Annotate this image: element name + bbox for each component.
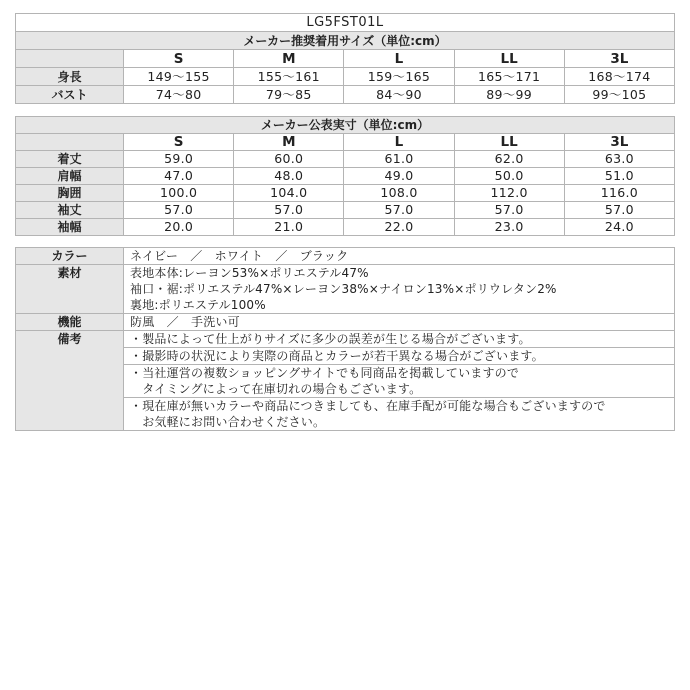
function-value: 防風 ／ 手洗い可 bbox=[124, 314, 675, 331]
size-header-l: L bbox=[344, 134, 454, 151]
cell: 21.0 bbox=[234, 219, 344, 236]
note-line: お気軽にお問い合わせください。 bbox=[130, 415, 326, 429]
cell: 60.0 bbox=[234, 151, 344, 168]
cell: 89～99 bbox=[454, 86, 564, 104]
cell: 49.0 bbox=[344, 168, 454, 185]
notes-label: 備考 bbox=[16, 331, 124, 431]
row-label-chest: 胸囲 bbox=[16, 185, 124, 202]
table-row bbox=[16, 68, 675, 86]
size-header-ll: LL bbox=[454, 50, 564, 68]
function-label: 機能 bbox=[16, 314, 124, 331]
size-header-blank bbox=[16, 134, 124, 151]
size-header-3l: 3L bbox=[564, 134, 674, 151]
actual-size-title: メーカー公表実寸（単位:cm） bbox=[16, 117, 675, 134]
cell: 57.0 bbox=[564, 202, 674, 219]
cell: 100.0 bbox=[124, 185, 234, 202]
size-header-s: S bbox=[124, 134, 234, 151]
material-line: 袖口・裾:ポリエステル47%×レーヨン38%×ナイロン13%×ポリウレタン2% bbox=[130, 282, 557, 296]
note-item bbox=[124, 331, 675, 348]
cell: 47.0 bbox=[124, 168, 234, 185]
note-line: ・撮影時の状況により実際の商品とカラーが若干異なる場合がございます。 bbox=[130, 349, 544, 363]
row-label-shoulder: 肩幅 bbox=[16, 168, 124, 185]
cell: 61.0 bbox=[344, 151, 454, 168]
cell: 24.0 bbox=[564, 219, 674, 236]
material-label: 素材 bbox=[16, 265, 124, 314]
cell: 20.0 bbox=[124, 219, 234, 236]
size-header-blank bbox=[16, 50, 124, 68]
note-item bbox=[124, 365, 675, 398]
cell: 51.0 bbox=[564, 168, 674, 185]
size-header-l: L bbox=[344, 50, 454, 68]
note-line: ・現在庫が無いカラーや商品につきましても、在庫手配が可能な場合もございますので bbox=[130, 399, 606, 413]
note-line: ・当社運営の複数ショッピングサイトでも同商品を掲載していますので bbox=[130, 366, 520, 380]
cell: 108.0 bbox=[344, 185, 454, 202]
table-row bbox=[16, 265, 675, 314]
row-label-sleeve-width: 袖幅 bbox=[16, 219, 124, 236]
cell: 104.0 bbox=[234, 185, 344, 202]
note-item bbox=[124, 398, 675, 431]
cell: 62.0 bbox=[454, 151, 564, 168]
material-value bbox=[124, 265, 675, 314]
size-header-m: M bbox=[234, 134, 344, 151]
note-line: タイミングによって在庫切れの場合もございます。 bbox=[130, 382, 422, 396]
product-code: LG5FST01L bbox=[16, 14, 675, 32]
cell: 149～155 bbox=[124, 68, 234, 86]
table-row bbox=[16, 202, 675, 219]
material-line: 表地本体:レーヨン53%×ポリエステル47% bbox=[130, 266, 369, 280]
cell: 59.0 bbox=[124, 151, 234, 168]
row-label-height: 身長 bbox=[16, 68, 124, 86]
table-row bbox=[16, 314, 675, 331]
table-row bbox=[16, 219, 675, 236]
table-row bbox=[16, 248, 675, 265]
color-label: カラー bbox=[16, 248, 124, 265]
actual-size-table bbox=[15, 116, 675, 236]
cell: 155～161 bbox=[234, 68, 344, 86]
material-line: 裏地:ポリエステル100% bbox=[130, 298, 266, 312]
recommended-size-table bbox=[15, 13, 675, 104]
cell: 57.0 bbox=[124, 202, 234, 219]
cell: 50.0 bbox=[454, 168, 564, 185]
cell: 74～80 bbox=[124, 86, 234, 104]
cell: 23.0 bbox=[454, 219, 564, 236]
cell: 57.0 bbox=[454, 202, 564, 219]
table-row bbox=[16, 331, 675, 348]
row-label-length: 着丈 bbox=[16, 151, 124, 168]
table-row bbox=[16, 185, 675, 202]
size-header-3l: 3L bbox=[564, 50, 674, 68]
table-row bbox=[16, 151, 675, 168]
cell: 84～90 bbox=[344, 86, 454, 104]
cell: 79～85 bbox=[234, 86, 344, 104]
cell: 112.0 bbox=[454, 185, 564, 202]
cell: 57.0 bbox=[234, 202, 344, 219]
cell: 116.0 bbox=[564, 185, 674, 202]
note-line: ・製品によって仕上がりサイズに多少の誤差が生じる場合がございます。 bbox=[130, 332, 531, 346]
cell: 48.0 bbox=[234, 168, 344, 185]
table-row bbox=[16, 168, 675, 185]
note-item bbox=[124, 348, 675, 365]
row-label-bust: バスト bbox=[16, 86, 124, 104]
recommended-size-title: メーカー推奨着用サイズ（単位:cm） bbox=[16, 32, 675, 50]
cell: 57.0 bbox=[344, 202, 454, 219]
size-header-m: M bbox=[234, 50, 344, 68]
size-header-s: S bbox=[124, 50, 234, 68]
cell: 99～105 bbox=[564, 86, 674, 104]
cell: 165～171 bbox=[454, 68, 564, 86]
size-header-ll: LL bbox=[454, 134, 564, 151]
color-value: ネイビー ／ ホワイト ／ ブラック bbox=[124, 248, 675, 265]
table-row bbox=[16, 86, 675, 104]
row-label-sleeve-length: 袖丈 bbox=[16, 202, 124, 219]
cell: 159～165 bbox=[344, 68, 454, 86]
cell: 168～174 bbox=[564, 68, 674, 86]
spec-table bbox=[15, 247, 675, 431]
cell: 22.0 bbox=[344, 219, 454, 236]
cell: 63.0 bbox=[564, 151, 674, 168]
